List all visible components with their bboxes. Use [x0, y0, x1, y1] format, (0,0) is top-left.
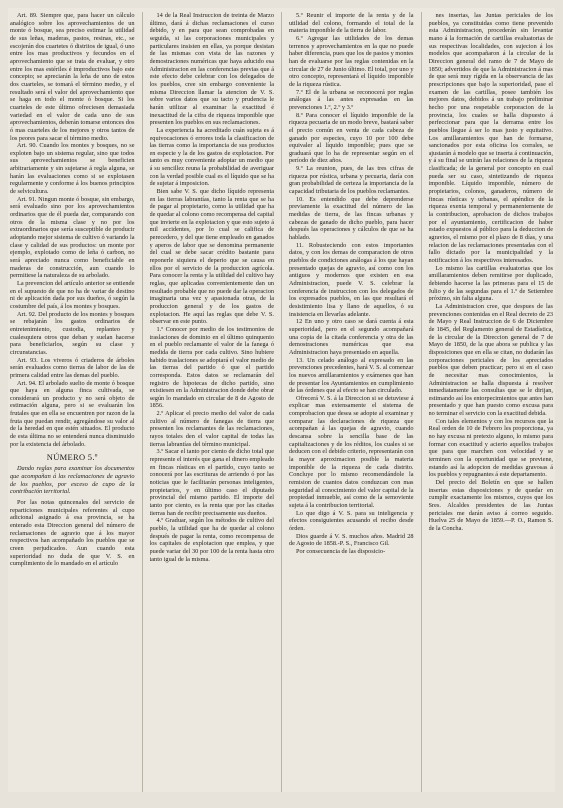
paragraph: Lo mismo las cartillas evaluatorias que los amillaramientos deben remitirse por duplicado, debiendo hacerse la las primeras para el 15 de Julio y de las segundas para el 1.º de Setiembre próximo, sin falta alguna.	[428, 264, 553, 303]
paragraph: Art. 89. Siempre que, para hacer un cálculo analógico sobre los aprovechamientos de un monte ó bosque, sea preciso estimar la utilidad de sus leñas, maderas, pastos, resinas, etc., se escojerán dos cuartetes ó distritos de igual, ó uno entre los mas productivos y fecundos en el aprovechamiento que se trata de evaluar, y otro entre los mas estériles é improductivos bajo este concepto; se apreciarán la leña de uno de estos dos cuarteles, se tomará el término medio, y el resultado será el valor del aprovechamiento que se haga en todo el monte ó bosque. Si los cuarteles de este último ofreciesen demasiada variedad en el valor de cada uno de sus aprovechamientos, deberán tomarse entonces dos ó mas cuarteles de los mejores y otros tantos de los peores para sacar el término medio.	[10, 12, 135, 142]
paragraph: La experiencia ha acreditado cuán sujeta es á equivocaciones ó errores toda la clasificacion de las tierras como la importancia de sus productos en especie y la de los gastos de explotacion. Por tanto es muy conveniente adoptar un medio que á su sencillez reuna la probabilidad de averiguar con la verdad posible cual es el líquido que se ha de sujetar á imposicion.	[149, 126, 274, 188]
paragraph: 7.º El de la urbana se reconocerá por reglas análogas á las antes expresadas en las prevenciones 1.º, 2.º y 3.º	[289, 88, 414, 111]
paragraph: 14 de la Real Instruccion de treinta de Marzo último, dará á dichas reclamaciones el curso debido, y en para que sean comprobadas en seguida, si las corporaciones municipales y particulares insisten en ellas, ya porque desistan de las mismas con vista de las razones y demostraciones numéricas que haya aducido esa Administracion en las conferencias previas que á este efecto debe celebrar con los delegados de los pueblos, cree sin embargo conveniente la misma Direccion llamar la atencion de V. S. sobre varios datos que su tacto y prudencia le harán utilizar al examinar la exactitud é inexactitud de la cifra de riqueza imponible que presenten los pueblos en sus reclamaciones.	[149, 12, 274, 127]
text-column-3	[289, 12, 414, 792]
column-rule-2	[281, 12, 282, 792]
paragraph: 10. Es entendido que debe deprenderse previamente la exactitud del número de las medidas de tierra, de las fincas urbanas y cabezas de ganado de dicho pueblo, para hacer después las operaciones y cálculos de que se ha hablado.	[289, 195, 414, 242]
column-rule-3	[421, 12, 422, 792]
paragraph: nes insertas, las Juntas periciales de los pueblos, ya constituidas como tiene prevenido esta Administracion, procederán sin levantar mano á la formación de cartillas evaluatorias de sus respectivas localidades, con sujecion á los modelos que acompañaron á la circular de la Direccion general del ramo de 7 de Mayo de 1850; advertidos de que la Administracion á mas de que será muy rígida en la observancia de las prescripciones que bajo la superioridad, pase el examen de las cartillas, posee también los mejores datos, debidos á un trabajo preliminar hecho por una respetable corporacion de la provincia, los cuales se halla dispuesto á perfeccionar para que la derrama entre los pueblos llegue á ser lo mas justo y equitativo. Los amillaramientos que han de formarse, sancionados por esta oficina los corrales, se ajustarán á modelo que se inserta á continuación, y á su final se unirán las relaciones de la riqueza clasificada; de la general por concepto en cual pueda ser su caso, sintetizando de riqueza imponible. Líquido imponible, número de propietarios, colonos, ganaderos, número de fincas rústicas y urbanas, el apéndice de la riqueza exenta temporal y permanentemente de la contribucion, aprobacion de dichos trabajos por el ayuntamiento, certificacion de haber estado expuestos al público para la deduccion de agravios, el mismo por el plazo de 8 días, y una relacion de las reclamaciones presentadas con el fallo dictado por la municipalidad y la notificacion á los respectivos interesados.	[428, 12, 553, 264]
paragraph: 6.º Agregar las utilidades de los demas terrenos y aprovechamientos en la que no puede haber diferencia, pues que los de pastos y montes han de evaluarse por las reglas contenidas en la circular de 27 de Junio último. El total, por uno y otro concepto, representará el líquido imponible de la riqueza rústica.	[289, 34, 414, 88]
paragraph: Art. 91. Ningun monte ó bosque, sin embargo, será evaluado sino por los aprovechamientos ordinarios que de él pueda dar, comparando con otros de la misma clase y no por los extraordinarios que sería susceptible de producir adoptando mejor sistema de cultivo ó variando la clase y calidad de sus productos: un monte por ejemplo, explotado como de leña ó carbon, no será apreciado nunca como beneficiable en maderas de construcción, aun cuando lo permitiese la naturaleza de su arbolado.	[10, 195, 135, 280]
paragraph: 8.º Para conocer el líquido imponible de la riqueza pecuaria de un modo breve, bastará saber el precio común en venta de cada cabeza de ganado por especies, cuyo 10 por 100 debe equivaler al líquido imponible; pues que se graduará que lo ha de representar según en el período de diez años.	[289, 111, 414, 165]
section-heading: NÚMERO 5.º	[46, 452, 98, 463]
newspaper-page	[8, 8, 555, 792]
paragraph: Por las notas quincenales del servicio de reparticiones municipales referentes al cupo adicional asignado á esa provincia, se ha enterado esta Direccion general del número de reclamaciones de agravio que á los mayor respectivos han acompañado los pueblos que se creen perjudicados. Aun cuando esta superioridad no duda de que V. S. en cumplimiento de lo mandado en el artículo	[10, 499, 135, 568]
paragraph: 9.º La reunion, pues, de las tres cifras de riqueza por rústica, urbana y pecuaria, daría con gran probabilidad de certeza la importancia de la capacidad tributaria de los pueblos reclamantes.	[289, 165, 414, 196]
paragraph: Art. 90. Cuando los montes y bosques, no se exploten bajo un sistema regular, sino que todos sus aprovechamientos se beneficien arbitrariamente y sin sujetarse á regla alguna, se harán las evaluaciones como si se explotasen regularmente y conforme á los buenos principios de selvicultura.	[10, 142, 135, 196]
text-column-2	[150, 12, 275, 792]
paragraph: Dios guarde á V. S. muchos años. Madrid 28 de Agosto de 1858.-P. S., Francisco Gil.	[289, 532, 414, 548]
paragraph: 2.º Aplicar el precio medio del valor de cada cultivo al número de fanegas de tierra que presenten los reclamantes de las reclamaciones, rayos totales den el valor capital de todas las tierras labrantías del término municipal.	[149, 410, 274, 448]
paragraph: Bien sabe V. S. que dicho líquido representa en las tierras labrantías, tanto la renta que se ha de pagar al propietario, como la utilidad que ha de quedar al colono como recompensa del capital que invierte en la explotacion y que esto sujeto á mil accidentes, por lo cual se califica de perecedero, y del que tiene empleado en ganados y aperos de labor que se denomina permanente del cual se debe sacar crédito bastante para reponerle siquiera el deperio que se causa en ellos por el servicio de la produccion agrícola. Para conocer la renta y la utilidad del cultivo hay reglas, que aplicadas convenientemente dan un resultado probable que no puede dar la operacion imaginaria una vez y apasionada otras, de la produccion general y de los gastos de explotacion. He aquí las reglas que debe V. S. observar en este punto.	[149, 188, 274, 326]
paragraph: 1.º Conocer por medio de los testimonios de traslaciones de dominio en el último quinquenio en el pueblo reclamante el valor de la fanega ó medida de tierra por cada cultivo. Sino hubiere habido traslaciones se adoptará el valor medio de las tierras del partido ó que el partido corresponda. Estos datos se reclamarán del registro de hipotecas de dicho partido, sino existiesen en la Administracion donde debe obrar según lo mandado en circular de 8 de Agosto de 1856.	[149, 325, 274, 410]
paragraph: 3.º Sacar el tanto por ciento de dicho total que represente el interés que gana el dinero empleado en fincas rústicas en el partido, cuyo tanto se conocerá por las escrituras de arriendo ó por las noticias que le facilitarán personas inteligentes, propietarios, y en último caso el diputado provincial del mismo partido. El importe del tanto por ciento, es la renta que por las citadas tierras han de recibir precisamente sus dueños.	[149, 448, 274, 517]
paragraph: 12 En uno y otro caso se dará cuenta á esta superioridad, pero en el segundo acompañará una copia de la citada conferencia y otra de las demostraciones numéricas que esa Administracion haya presentado en aquella.	[289, 318, 414, 356]
column-rule-1	[142, 12, 143, 792]
paragraph: Art. 92. Del producto de los montes y bosques se rebajarán los gastos ordinarios de entretenimiento, custodia, replanteo y cualesquiera otros que deban y suelan hacerse para beneficiarlos, según su clase y circunstancias.	[10, 310, 135, 356]
paragraph: Art. 93. Los viveros ó criaderos de árboles serán evaluados como tierras de labor de las de primera calidad entre las demas del pueblo.	[10, 356, 135, 379]
paragraph: La prevencion del artículo anterior se entiende en el supuesto de que no ha de variar de destino ni de aplicación dada por sus dueños, ó según la costumbre del país, á los montes y bosques.	[10, 279, 135, 310]
paragraph: 13. Un celado análogo al expresado en las prevenciones precedentes, hará V. S. al comenzar los nuevos amillaramientos y exámenes que han de presentar los Ayuntamientos en cumplimiento de las órdenes que al efecto se han circulado.	[289, 356, 414, 395]
paragraph: Por consecuencia de las disposicio-	[296, 547, 386, 555]
paragraph: La Administracion cree, que despues de las prevenciones contenidas en el Real decreto de 23 de Mayo y Real Instruccion de 6 de Diciembre de 1845, del Reglamento general de Estadística, de la circular de la Direccion general de 7 de Mayo de 1850, de la que abora se publica y las disposiciones que en ella se citan, no dudarán las corporaciones periciales de los apreciados pueblos que deben practicar; pero si en el caso de necesitar mas conocimientos, la Administracion se halla dispuesta á resolver inmediatamente las consultas que se le dirijan, estimando así los entorpecimientos que antes han presentado y que han puesto como excusa para no terminar el servicio con la exactitud debida.	[428, 302, 553, 418]
paragraph: Del precio del Boletín en que se hallen insertas estas disposiciones y de quedar en cumplir exactamente los mismos, cuyos que los Sres. Alcaldes presidentes de las Juntas periciales me darán aviso á correo seguido. Huelva 25 de Mayo de 1859.—P. O., Ramon S. de la Concha.	[428, 479, 553, 532]
paragraph: 5.º Reunir el importe de la renta y de la utilidad del colono, formando el total de la materia imponible de la tierra de labor.	[289, 12, 414, 35]
section-summary: Dando reglas para examinar los documentos que acompañan á las reclamaciones de agravio de los pueblos, por exceso de cupo de la contribución territorial.	[10, 465, 135, 496]
text-column-4	[429, 12, 554, 792]
paragraph: Lo que digo á V. S. para su inteligencia y efectos consiguientes acusando el recibo desde órden.	[289, 509, 414, 532]
paragraph: Art. 94. El arbolado suelto de monte ó bosque que haya en alguna finca cultivada, se considerará un producto y no será objeto de estimación alguna, pero si se evaluarán los frutales que en ella se encuentren por razon de la fruta que puedan rendir, agregándose su valor al de la heredad en que estén situados. El producto de esta última no se entenderá nunca disminuido por la existencia del árbolado.	[10, 379, 135, 448]
text-column-1	[10, 12, 135, 792]
paragraph: Ofrecerá V. S. á la Direccion si se detuviese á explicar mas extensamente el sistema de comprobacion que desea se adopte al examinar y comparar las declaraciones de riqueza que acompañan á las quejas de agravio, cuando descansa sobre la sencilla base de las capitalizaciones y de los réditos, los cuales si se deducen con el debido criterio, representarán con la mayor aproximacion posible la materia imponible de la riqueza de cada distrito. Concluye por lo mismo recomendándole la remision de cuantos datos conduzcan con mas seguridad al conocimiento del valor capital de la propiedad inmueble, así como de la semoviente sujeta á la contribucion territorial.	[289, 394, 414, 509]
paragraph: 11. Robusteciendo con estos importantes datos, y con los demas de comparacion de otros pueblos de condiciones análogas á los que hayan presentado quejas de agravio, así como con los antiguos y modernos que existen en esa Administracion, puede V. S. celebrar la conferencia de instruccion con los delegados de los expresados pueblos, en las que resultará el desistimiento lisa y llano de aquellos, ó su insistencia en llevarlas adelante.	[289, 241, 414, 318]
paragraph: 4.º Graduar, según los métodos de cultivo del pueblo, la utilidad que ha de quedar al colono después de pagar la renta, como recompensa de los capitales de explotacion que emplea, y que puede variar del 30 por 100 de la renta hasta otro tanto igual de la misma.	[149, 517, 274, 563]
paragraph: Con tales elementos y con los recursos que la Real orden de 10 de Febrero les proporciona, ya no hay excusa ni pretexto alguno, lo mismo para formar con exactitud y acierto aquellos trabajos que para que marchen con velocidad y se terminen con la oportunidad que se previene, estando así la adopcion de medidas gravosas á los pueblos y repugnantes á este departamento.	[428, 417, 553, 479]
